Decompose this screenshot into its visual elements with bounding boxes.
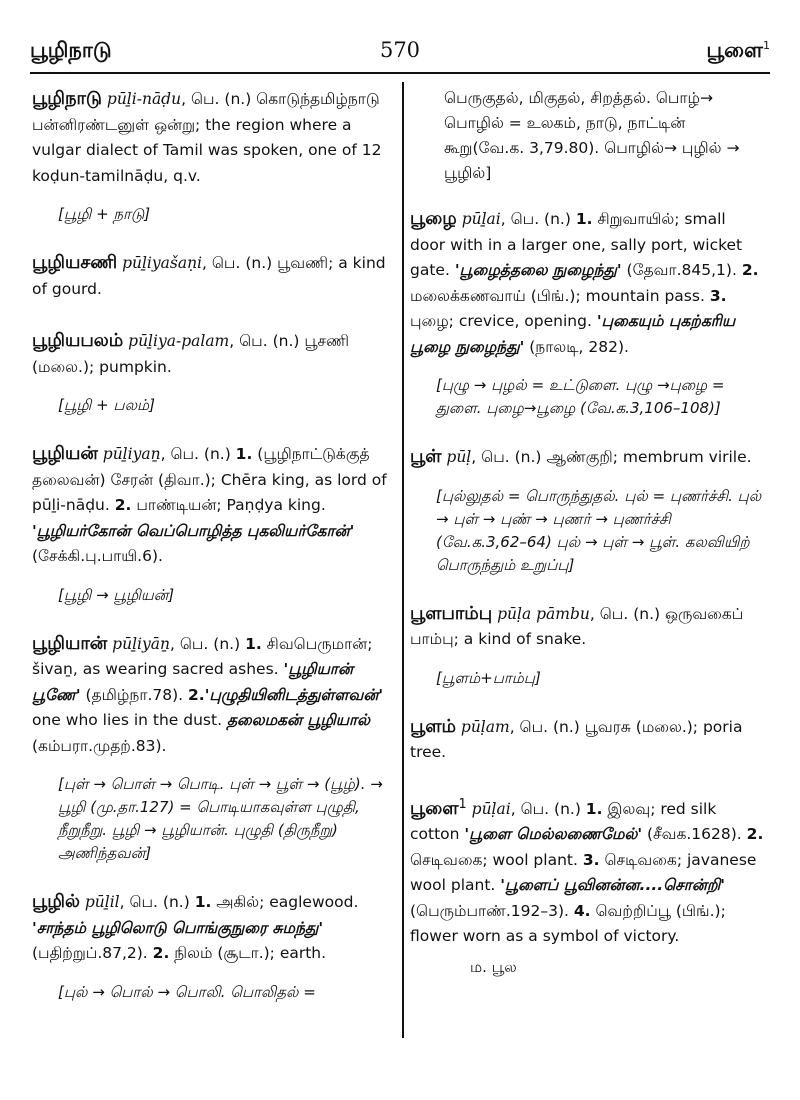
definition: , பெ. (n.) பூவரசு (மலை.); poria tree.: [410, 717, 743, 761]
definition-text: செடிவகை; wool plant.: [410, 850, 583, 869]
headword: பூழியன்: [32, 443, 98, 464]
sense-number: 2.: [114, 496, 132, 514]
page-header: [30, 38, 770, 72]
sense-number: 2.: [152, 944, 170, 962]
transliteration: pūḻiyaṉ: [102, 445, 161, 463]
entry-poolai: [410, 792, 765, 950]
sense-number: 1.: [585, 799, 603, 818]
definition: , பெ. (n.) பூவணி; a kind of gourd.: [32, 254, 386, 298]
entry-poolapaambu: [410, 601, 765, 653]
right-running-head: [706, 38, 770, 65]
definition-text: , பெ. (n.): [119, 893, 195, 911]
definition-text: , பெ. (n.): [500, 210, 576, 228]
sense-number: 2.: [741, 261, 759, 279]
transliteration: pūḻi-nāḍu: [106, 90, 182, 108]
citation-quote: 'சாந்தம் பூழிலொடு பொங்குநுரை சுமந்து': [32, 918, 324, 937]
homonym-number: 1: [458, 796, 467, 812]
citation-quote: 'பூழியான் பூணே': [32, 660, 354, 704]
citation-source: (கம்பரா.முதற்.83).: [32, 736, 167, 755]
definition-text: மலைக்கணவாய் (பிங்.); mountain pass.: [410, 286, 710, 305]
definition: , பெ. (n.) ஆண்குறி; membrum virile.: [471, 448, 752, 466]
sense-number: 1.: [245, 634, 262, 653]
citation-source: (நாலடி, 282).: [524, 337, 629, 356]
citation-quote: 'பூளை மெல்லணைமேல்': [464, 825, 643, 844]
transliteration: pūḻai: [461, 210, 501, 228]
citation-quote: தலைமகன் பூழியால்: [226, 711, 371, 729]
definition-text: இலவு; red silk cotton: [410, 799, 717, 844]
entry-poolam: [410, 714, 765, 766]
column-divider: [402, 82, 404, 1038]
entry-pool: [410, 444, 765, 471]
left-column: [32, 86, 387, 1004]
entry-puzhai: [410, 206, 765, 360]
etymology: [பூழி + பலம்]: [58, 396, 155, 414]
entry-puzhiyaan: [32, 631, 387, 760]
transliteration: pūḷ: [446, 448, 472, 466]
etymology: [புழு → புழல் = உட்டுளை. புழு →புழை = துளை. புழை→பூழை (வே.க.3,106–108)]: [436, 376, 725, 417]
citation-source: (சேக்கி.பு.பாயி.6).: [32, 547, 163, 565]
headword: பூளம்: [410, 715, 456, 737]
definition: , பெ. (n.) கொடுந்தமிழ்நாடு பன்னிரண்டனுள் ஒன்று; the region where a vulgar dialect of Tamil was spoken, one of 12 koḍun-tamilnāḍu, q.v.: [32, 90, 382, 185]
sense-number: 4.: [573, 901, 591, 920]
sense-number: 2.: [188, 685, 205, 704]
entry-puzhinadu: [32, 86, 387, 189]
etymology-continued: பெருகுதல், மிகுதல், சிறத்தல். பொழ்→ பொழில் = உலகம், நாடு, நாட்டின் கூறு(வே.க. 3,79.80). பொழில்→ புழில் → பூழில்]: [444, 89, 740, 182]
malayalam-cognate: ம. பூல: [470, 957, 517, 976]
transliteration: pūḻiya-palam: [128, 332, 230, 350]
definition-text: சிவபெருமான்; šivaṉ, as wearing sacred ashes.: [32, 634, 373, 678]
sense-number: 3.: [582, 850, 600, 869]
headword: பூழிநாடு: [32, 88, 102, 109]
header-rule: [30, 72, 770, 74]
citation-quote: 'பூழைத்தலை நுழைந்து': [454, 261, 622, 279]
citation-source: (சீவக.1628).: [642, 825, 747, 844]
left-running-head: பூழிநாடு: [30, 38, 112, 62]
etymology: [பூழி + நாடு]: [58, 205, 151, 223]
definition-text: one who lies in the dust.: [32, 711, 227, 729]
sense-number: 1.: [235, 445, 253, 463]
sense-number: 2.: [746, 825, 764, 844]
etymology: [பூழி → பூழியன்]: [58, 585, 175, 604]
definition-text: செடிவகை; javanese wool plant.: [410, 850, 757, 895]
transliteration: pūḻiyašaṇi: [122, 254, 203, 272]
headword: பூழியபலம்: [32, 330, 124, 351]
citation-quote: 'பூளைப் பூவினன்ன....சொன்றி': [500, 876, 725, 895]
citation-quote: 'புழுதியினிடத்துள்ளவன்': [204, 685, 384, 704]
headword: பூழை: [410, 208, 457, 229]
citation-quote: 'புகையும் புகற்கரிய பூழை நுழைந்து': [410, 312, 736, 356]
transliteration: pūḷam: [460, 717, 510, 736]
entry-puzhiyan: [32, 441, 387, 570]
definition-text: அகில்; eaglewood.: [211, 893, 359, 911]
transliteration: pūḻiyāṉ: [112, 634, 170, 653]
definition-text: பாண்டியன்; Paṇḍya king.: [131, 496, 326, 514]
etymology: [புல் → பொல் → பொலி. பொலிதல் =: [58, 982, 316, 1001]
definition: , பெ. (n.) ஒருவகைப் பாம்பு; a kind of snake.: [410, 604, 744, 648]
etymology: [புள் → பொள் → பொடி. புள் → பூள் → (பூழ்). → பூழி (மு.தா.127) = பொடியாகவுள்ள புழுதி, நீறுநீறு. பூழி → பூழியான். புழுதி (திருநீறு) அணிந்தவன்]: [58, 775, 383, 862]
page-number: 570: [379, 38, 421, 62]
citation-source: (தமிழ்நா.78).: [80, 685, 188, 704]
headword: பூழியசணி: [32, 252, 118, 273]
transliteration: pūḷai: [471, 799, 511, 818]
definition-text: , பெ. (n.): [160, 445, 236, 463]
definition-text: , பெ. (n.): [169, 634, 246, 653]
definition-text: நிலம் (சூடா.); earth.: [169, 944, 327, 962]
definition: , பெ. (n.) பூசணி (மலை.); pumpkin.: [32, 332, 350, 376]
citation-source: (தேவா.845,1).: [621, 261, 742, 279]
definition-text: சிறுவாயில்; small door with in a larger one, sally port, wicket gate.: [410, 210, 743, 279]
citation-source: (பெரும்பாண்.192–3).: [410, 901, 574, 920]
headword: பூழியான்: [32, 632, 108, 654]
sense-number: 3.: [709, 286, 727, 305]
right-running-head-word: பூளை: [706, 38, 763, 62]
sense-number: 1.: [194, 893, 212, 911]
etymology: [பூளம்+பாம்பு]: [436, 668, 541, 687]
definition-text: புழை; crevice, opening.: [410, 312, 597, 330]
sense-number: 1.: [575, 210, 593, 228]
headword: பூளை: [410, 797, 459, 819]
right-running-head-sup: 1: [763, 39, 770, 52]
headword: பூளபாம்பு: [410, 602, 493, 624]
definition-text: வெற்றிப்பூ (பிங்.); flower worn as a symbol of victory.: [410, 901, 726, 946]
citation-quote: 'பூழியர்கோன் வெப்பொழித்த புகலியர்கோன்': [32, 521, 355, 540]
headword: பூழில்: [32, 891, 80, 912]
headword: பூள்: [410, 446, 442, 467]
entry-puzhil: [32, 889, 387, 967]
right-column: [410, 86, 765, 978]
definition-text: (பூழிநாட்டுக்குத் தலைவன்) சேரன் (திவா.); Chēra king, as lord of pūḻi-nāḍu.: [32, 445, 387, 514]
entry-puzhiyapalam: [32, 328, 387, 380]
definition-text: , பெ. (n.): [510, 799, 586, 818]
citation-source: (பதிற்றுப்.87,2).: [32, 944, 153, 962]
transliteration: pūḷa pāmbu: [497, 604, 590, 623]
transliteration: pūḻil: [84, 893, 120, 911]
etymology: [புல்லுதல் = பொருந்துதல். புல் = புணர்ச்சி. புல் → புள் → புண் → புணர் → புணர்ச்சி (வே.க.3,62–64) புல் → புள் → பூள். கலவியிற் பொருந்தும் உறுப்பு]: [436, 486, 762, 574]
entry-puzhiyasani: [32, 250, 387, 302]
